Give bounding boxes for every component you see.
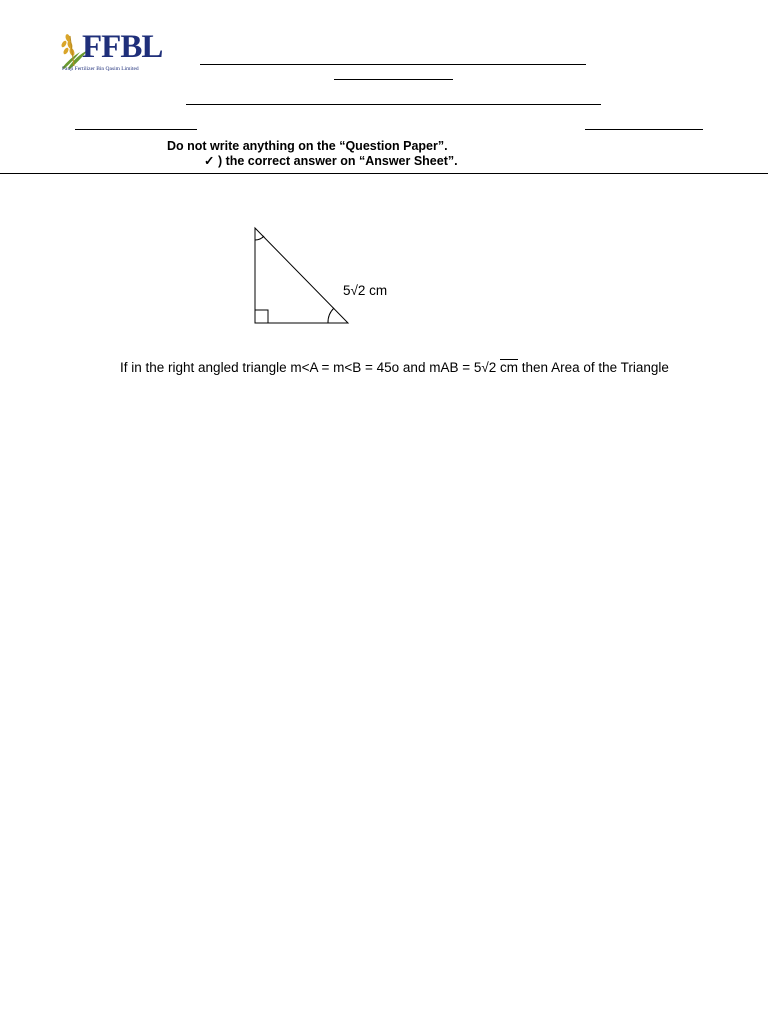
left-blank-line [75,129,197,130]
exam-blank-line [186,104,601,105]
logo-text: FFBL [82,29,163,65]
triangle-outline [255,228,348,323]
logo-subtitle: Fauji Fertilizer Bin Qasim Limited [62,66,139,72]
ffbl-logo [56,28,176,78]
right-triangle-figure [240,220,360,340]
question-prefix: If in the right angled triangle m<A = m<B = 45o and mAB = 5√2 [120,360,501,375]
hypotenuse-label: 5√2 cm [343,283,388,298]
question-unit-overlined: cm [500,360,519,375]
right-blank-line [585,129,703,130]
angle-arc-top-icon [255,236,264,240]
subtitle-blank-line [334,79,453,80]
right-angle-square-icon [255,310,268,323]
question-text [120,360,669,375]
title-blank-line [200,64,586,65]
angle-arc-right-icon [328,308,334,323]
instruction-line-1: Do not write anything on the “Question Paper”. [167,139,448,153]
instruction-line-2: ✓ ) the correct answer on “Answer Sheet”. [204,154,458,168]
question-suffix: then Area of the Triangle [518,360,669,375]
header-divider [0,173,768,174]
